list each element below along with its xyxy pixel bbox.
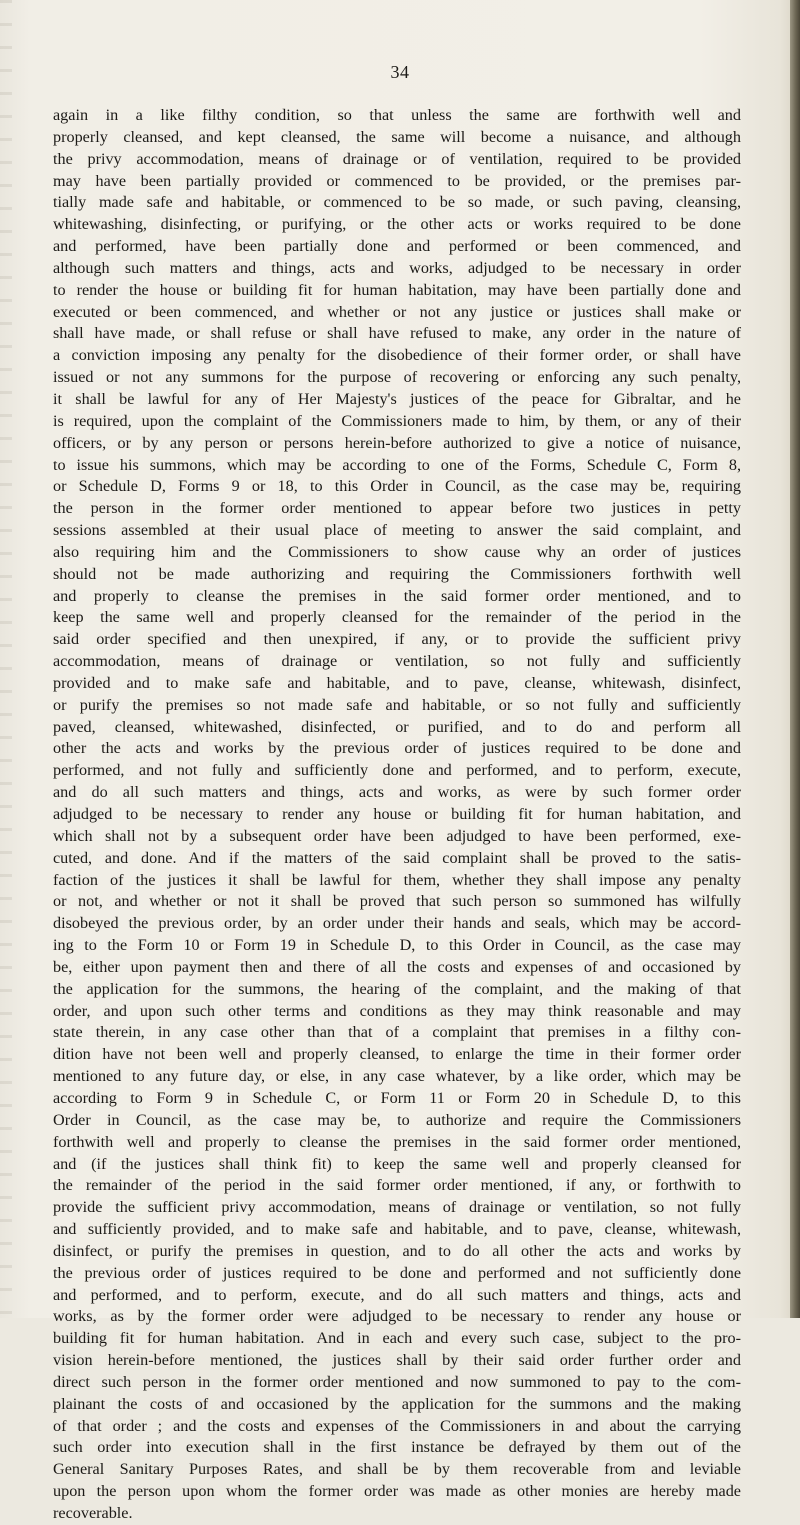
text-line: which shall not by a subsequent order have been adjudged to have been performed, exe- [53, 826, 741, 845]
text-line: and properly to cleanse the premises in the said former order mentioned, and to [53, 586, 741, 605]
text-line: said order specified and then unexpired, if any, or to provide the sufficient privy [53, 630, 741, 649]
text-line: Order in Council, as the case may be, to authorize and require the Commissioners [53, 1110, 741, 1129]
text-line: provide the sufficient privy accommodation, means of drainage or ventilation, so not fully [53, 1198, 741, 1217]
text-line: accommodation, means of drainage or ventilation, so not fully and sufficiently [53, 652, 741, 671]
text-line: it shall be lawful for any of Her Majesty's justices of the peace for Gibraltar, and he [53, 389, 741, 408]
text-line: forthwith well and properly to cleanse the premises in the said former order mentioned, [53, 1132, 741, 1151]
text-line: according to Form 9 in Schedule C, or Form 11 or Form 20 in Schedule D, to this [53, 1088, 741, 1107]
text-line: properly cleansed, and kept cleansed, the same will become a nuisance, and although [53, 127, 741, 146]
text-line: mentioned to any future day, or else, in any case whatever, by a like order, which may be [53, 1067, 741, 1086]
text-line: and (if the justices shall think fit) to keep the same well and properly cleansed for [53, 1154, 741, 1173]
text-line: or Schedule D, Forms 9 or 18, to this Order in Council, as the case may be, requiring [53, 477, 741, 496]
book-binding-edge [790, 0, 800, 1318]
page-left-margin [0, 0, 12, 1318]
text-line: dition have not been well and properly cleansed, to enlarge the time in their former order [53, 1045, 741, 1064]
text-line: should not be made authorizing and requiring the Commissioners forthwith well [53, 564, 741, 583]
text-line: ing to the Form 10 or Form 19 in Schedule D, to this Order in Council, as the case may [53, 936, 741, 955]
text-line: may have been partially provided or commenced to be provided, or the premises par- [53, 171, 741, 190]
text-line: works, as by the former order were adjudged to be necessary to render any house or [53, 1307, 741, 1326]
text-line: the previous order of justices required to be done and performed and not sufficiently done [53, 1263, 741, 1282]
text-line: although such matters and things, acts and works, adjudged to be necessary in order [53, 258, 741, 277]
text-line: the remainder of the period in the said former order mentioned, if any, or forthwith to [53, 1176, 741, 1195]
text-line: paved, cleansed, whitewashed, disinfected, or purified, and to do and perform all [53, 717, 741, 736]
text-line: the application for the summons, the hearing of the complaint, and the making of that [53, 979, 741, 998]
text-line: officers, or by any person or persons herein-before authorized to give a notice of nuisance, [53, 433, 741, 452]
text-line: and sufficiently provided, and to make safe and habitable, and to pave, cleanse, whitewash, [53, 1220, 741, 1239]
text-line: adjudged to be necessary to render any house or building fit for human habitation, and [53, 805, 741, 823]
text-line: also requiring him and the Commissioners to show cause why an order of justices [53, 542, 741, 561]
text-line: plainant the costs of and occasioned by the application for the summons and the making [53, 1394, 741, 1413]
text-line: order, and upon such other terms and conditions as they may think reasonable and may [53, 1001, 741, 1020]
text-line: upon the person upon whom the former order was made as other monies are hereby made [53, 1482, 741, 1501]
text-line: performed, and not fully and sufficiently done and performed, and to perform, execute, [53, 761, 741, 780]
text-line: executed or been commenced, and whether or not any justice or justices shall make or [53, 302, 741, 321]
text-line: cuted, and done. And if the matters of the said complaint shall be proved to the satis- [53, 848, 741, 867]
text-line: such order into execution shall in the first instance be defrayed by them out of the [53, 1438, 741, 1457]
text-line: whitewashing, disinfecting, or purifying, or the other acts or works required to be done [53, 215, 741, 234]
text-line: or not, and whether or not it shall be proved that such person so summoned has wilfully [53, 892, 741, 911]
text-line: disobeyed the previous order, by an order under their hands and seals, which may be accord- [53, 914, 741, 933]
page-number: 34 [390, 62, 410, 82]
text-line: the privy accommodation, means of drainage or of ventilation, required to be provided [53, 149, 741, 168]
text-line: recoverable. [53, 1504, 133, 1522]
text-line: be, either upon payment then and there of all the costs and expenses of and occasioned by [53, 957, 741, 976]
text-line: and performed, have been partially done and performed or been commenced, and [53, 237, 741, 256]
text-line: other the acts and works by the previous order of justices required to be done and [53, 739, 741, 758]
text-line: again in a like filthy condition, so that unless the same are forthwith well and [53, 106, 741, 124]
text-line: General Sanitary Purposes Rates, and shall be by them recoverable from and leviable [53, 1460, 741, 1479]
text-line: and performed, and to perform, execute, and do all such matters and things, acts and [53, 1285, 741, 1304]
text-line: tially made safe and habitable, or commenced to be so made, or such paving, cleansing, [53, 193, 741, 212]
text-line: keep the same well and properly cleansed for the remainder of the period in the [53, 608, 741, 627]
text-line: to render the house or building fit for human habitation, may have been partially done and [53, 280, 741, 299]
text-line: sessions assembled at their usual place of meeting to answer the said complaint, and [53, 521, 741, 540]
text-line: disinfect, or purify the premises in question, and to do all other the acts and works by [53, 1241, 741, 1260]
text-line: a conviction imposing any penalty for the disobedience of their former order, or shall have [53, 346, 741, 365]
text-line: issued or not any summons for the purpose of recovering or enforcing any such penalty, [53, 368, 741, 387]
text-line: vision herein-before mentioned, the justices shall by their said order further order and [53, 1351, 741, 1370]
text-line: is required, upon the complaint of the Commissioners made to him, by them, or any of their [53, 411, 741, 430]
text-line: direct such person in the former order mentioned and now summoned to pay to the com- [53, 1372, 741, 1391]
text-line: the person in the former order mentioned to appear before two justices in petty [53, 499, 741, 518]
text-line: faction of the justices it shall be lawful for them, whether they shall impose any penalty [53, 870, 741, 889]
body-text [53, 105, 741, 1525]
text-line: and do all such matters and things, acts and works, as were by such former order [53, 783, 741, 802]
text-line: building fit for human habitation. And in each and every such case, subject to the pro- [53, 1329, 741, 1348]
text-line: or purify the premises so not made safe and habitable, or so not fully and sufficiently [53, 695, 741, 714]
text-line: shall have made, or shall refuse or shall have refused to make, any order in the nature of [53, 324, 741, 343]
text-line: state therein, in any case other than that of a complaint that premises in a filthy con- [53, 1023, 741, 1042]
text-line: of that order ; and the costs and expenses of the Commissioners in and about the carrying [53, 1416, 741, 1435]
text-line: to issue his summons, which may be according to one of the Forms, Schedule C, Form 8, [53, 455, 741, 474]
text-line: provided and to make safe and habitable, and to pave, cleanse, whitewash, disinfect, [53, 673, 741, 692]
